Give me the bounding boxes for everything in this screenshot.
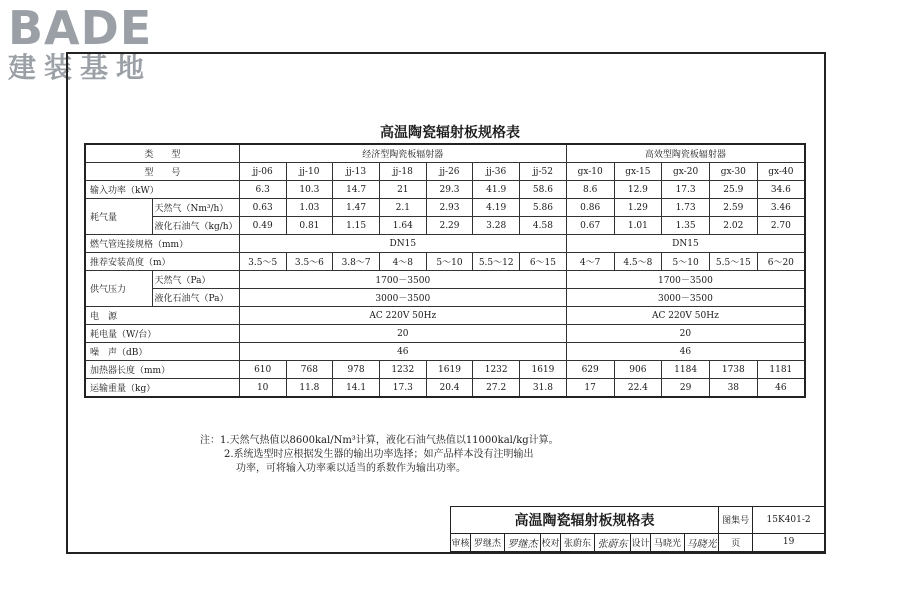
weight-11: 38 bbox=[709, 379, 757, 398]
model-8: gx-10 bbox=[566, 163, 614, 181]
electricity-high-efficiency: 20 bbox=[566, 325, 805, 343]
model-12: gx-40 bbox=[757, 163, 805, 181]
page-title: 高温陶瓷辐射板规格表 bbox=[380, 125, 520, 141]
row-ng-pressure bbox=[85, 271, 805, 289]
height-7: 6～15 bbox=[520, 253, 567, 271]
ng-pressure-high-efficiency: 1700－3500 bbox=[566, 271, 805, 289]
power-3: 14.7 bbox=[333, 181, 380, 199]
ng-consumption-12: 3.46 bbox=[757, 199, 805, 217]
lpg-consumption-11: 2.02 bbox=[709, 217, 757, 235]
model-4: jj-18 bbox=[379, 163, 426, 181]
row-lpg-pressure bbox=[85, 289, 805, 307]
designer-name: 马晓光 bbox=[651, 533, 685, 551]
row-power-source bbox=[85, 307, 805, 325]
lpg-consumption-10: 1.35 bbox=[662, 217, 710, 235]
length-12: 1181 bbox=[757, 361, 805, 379]
length-2: 768 bbox=[286, 361, 333, 379]
model-7: jj-52 bbox=[520, 163, 567, 181]
note-line-2: 2.系统选型时应根据发生器的输出功率选择；如产品样本没有注明输出 bbox=[224, 449, 534, 460]
titleblock-title: 高温陶瓷辐射板规格表 bbox=[451, 507, 719, 534]
power-label: 输入功率（kW） bbox=[85, 181, 239, 199]
ng-consumption-8: 0.86 bbox=[566, 199, 614, 217]
lpg-consumption-7: 4.58 bbox=[520, 217, 567, 235]
weight-12: 46 bbox=[757, 379, 805, 398]
check-label: 校对 bbox=[541, 533, 561, 551]
row-type bbox=[85, 144, 805, 163]
ng-consumption-5: 2.93 bbox=[426, 199, 473, 217]
electricity-economy: 20 bbox=[239, 325, 566, 343]
model-1: jj-06 bbox=[239, 163, 286, 181]
noise-high-efficiency: 46 bbox=[566, 343, 805, 361]
type-label: 类 型 bbox=[85, 144, 239, 163]
height-9: 4.5～8 bbox=[614, 253, 662, 271]
model-10: gx-20 bbox=[662, 163, 710, 181]
lpg-consumption-1: 0.49 bbox=[239, 217, 286, 235]
checker-name: 张蔚东 bbox=[561, 533, 595, 551]
row-length bbox=[85, 361, 805, 379]
ng-consumption-6: 4.19 bbox=[473, 199, 520, 217]
height-11: 5.5～15 bbox=[709, 253, 757, 271]
row-power bbox=[85, 181, 805, 199]
ng-pressure-economy: 1700－3500 bbox=[239, 271, 566, 289]
ng-pressure-label: 天然气（Pa） bbox=[152, 271, 239, 289]
height-3: 3.8～7 bbox=[333, 253, 380, 271]
note-line-3: 功率，可将输入功率乘以适当的系数作为输出功率。 bbox=[236, 463, 466, 474]
logo-main-text: BADE bbox=[8, 1, 153, 55]
designer-signature: 马晓光 bbox=[685, 533, 719, 551]
pipe-label: 燃气管连接规格（mm） bbox=[85, 235, 239, 253]
row-noise bbox=[85, 343, 805, 361]
weight-2: 11.8 bbox=[286, 379, 333, 398]
gas-consumption-label: 耗气量 bbox=[85, 199, 152, 235]
lpg-consumption-8: 0.67 bbox=[566, 217, 614, 235]
weight-1: 10 bbox=[239, 379, 286, 398]
weight-3: 14.1 bbox=[333, 379, 380, 398]
notes bbox=[200, 434, 559, 476]
lpg-consumption-9: 1.01 bbox=[614, 217, 662, 235]
ng-consumption-10: 1.73 bbox=[662, 199, 710, 217]
spec-table bbox=[84, 143, 806, 398]
row-pipe bbox=[85, 235, 805, 253]
length-9: 906 bbox=[614, 361, 662, 379]
ng-consumption-11: 2.59 bbox=[709, 199, 757, 217]
length-1: 610 bbox=[239, 361, 286, 379]
lpg-consumption-2: 0.81 bbox=[286, 217, 333, 235]
pipe-economy: DN15 bbox=[239, 235, 566, 253]
height-8: 4～7 bbox=[566, 253, 614, 271]
weight-8: 17 bbox=[566, 379, 614, 398]
length-label: 加热器长度（mm） bbox=[85, 361, 239, 379]
ng-consumption-2: 1.03 bbox=[286, 199, 333, 217]
power-5: 29.3 bbox=[426, 181, 473, 199]
lpg-pressure-label: 液化石油气（Pa） bbox=[152, 289, 239, 307]
group-high-efficiency: 高效型陶瓷板辐射器 bbox=[566, 144, 805, 163]
power-2: 10.3 bbox=[286, 181, 333, 199]
power-source-label: 电 源 bbox=[85, 307, 239, 325]
pressure-label: 供气压力 bbox=[85, 271, 152, 307]
length-11: 1738 bbox=[709, 361, 757, 379]
group-economy: 经济型陶瓷板辐射器 bbox=[239, 144, 566, 163]
row-ng-consumption bbox=[85, 199, 805, 217]
ng-consumption-1: 0.63 bbox=[239, 199, 286, 217]
height-6: 5.5～12 bbox=[473, 253, 520, 271]
power-12: 34.6 bbox=[757, 181, 805, 199]
length-6: 1232 bbox=[473, 361, 520, 379]
pipe-high-efficiency: DN15 bbox=[566, 235, 805, 253]
reviewer-signature: 罗继杰 bbox=[505, 533, 541, 551]
power-6: 41.9 bbox=[473, 181, 520, 199]
row-weight bbox=[85, 379, 805, 398]
row-electricity bbox=[85, 325, 805, 343]
lpg-consumption-3: 1.15 bbox=[333, 217, 380, 235]
model-9: gx-15 bbox=[614, 163, 662, 181]
lpg-pressure-high-efficiency: 3000－3500 bbox=[566, 289, 805, 307]
weight-9: 22.4 bbox=[614, 379, 662, 398]
ng-consumption-9: 1.29 bbox=[614, 199, 662, 217]
power-8: 8.6 bbox=[566, 181, 614, 199]
note-line-1: 注：1.天然气热值以8600kal/Nm³计算，液化石油气热值以11000kal/kg计算。 bbox=[200, 435, 559, 446]
checker-signature: 张蔚东 bbox=[595, 533, 631, 551]
ng-consumption-4: 2.1 bbox=[379, 199, 426, 217]
ng-consumption-3: 1.47 bbox=[333, 199, 380, 217]
power-4: 21 bbox=[379, 181, 426, 199]
height-10: 5～10 bbox=[662, 253, 710, 271]
power-source-economy: AC 220V 50Hz bbox=[239, 307, 566, 325]
lpg-consumption-5: 2.29 bbox=[426, 217, 473, 235]
weight-4: 17.3 bbox=[379, 379, 426, 398]
weight-5: 20.4 bbox=[426, 379, 473, 398]
height-12: 6～20 bbox=[757, 253, 805, 271]
model-5: jj-26 bbox=[426, 163, 473, 181]
model-6: jj-36 bbox=[473, 163, 520, 181]
model-3: jj-13 bbox=[333, 163, 380, 181]
row-lpg-consumption bbox=[85, 217, 805, 235]
height-5: 5～10 bbox=[426, 253, 473, 271]
height-1: 3.5～5 bbox=[239, 253, 286, 271]
lpg-consumption-4: 1.64 bbox=[379, 217, 426, 235]
reviewer-name: 罗继杰 bbox=[471, 533, 505, 551]
weight-7: 31.8 bbox=[520, 379, 567, 398]
electricity-label: 耗电量（W/台） bbox=[85, 325, 239, 343]
model-2: jj-10 bbox=[286, 163, 333, 181]
weight-6: 27.2 bbox=[473, 379, 520, 398]
length-5: 1619 bbox=[426, 361, 473, 379]
title-block bbox=[450, 506, 825, 552]
page-label: 页 bbox=[719, 533, 753, 551]
ng-consumption-7: 5.86 bbox=[520, 199, 567, 217]
height-4: 4～8 bbox=[379, 253, 426, 271]
height-2: 3.5～6 bbox=[286, 253, 333, 271]
lpg-consumption-6: 3.28 bbox=[473, 217, 520, 235]
length-7: 1619 bbox=[520, 361, 567, 379]
row-height bbox=[85, 253, 805, 271]
length-10: 1184 bbox=[662, 361, 710, 379]
power-1: 6.3 bbox=[239, 181, 286, 199]
weight-10: 29 bbox=[662, 379, 710, 398]
logo-sub-text: 建装基地 bbox=[8, 51, 153, 84]
power-9: 12.9 bbox=[614, 181, 662, 199]
ng-consumption-label: 天然气（Nm³/h） bbox=[152, 199, 239, 217]
row-model bbox=[85, 163, 805, 181]
page-number: 19 bbox=[753, 533, 825, 551]
power-10: 17.3 bbox=[662, 181, 710, 199]
review-label: 审核 bbox=[451, 533, 471, 551]
atlas-label: 图集号 bbox=[719, 507, 753, 534]
power-11: 25.9 bbox=[709, 181, 757, 199]
noise-economy: 46 bbox=[239, 343, 566, 361]
noise-label: 噪 声（dB） bbox=[85, 343, 239, 361]
lpg-pressure-economy: 3000－3500 bbox=[239, 289, 566, 307]
lpg-consumption-label: 液化石油气（kg/h） bbox=[152, 217, 239, 235]
length-8: 629 bbox=[566, 361, 614, 379]
power-source-high-efficiency: AC 220V 50Hz bbox=[566, 307, 805, 325]
lpg-consumption-12: 2.70 bbox=[757, 217, 805, 235]
design-label: 设计 bbox=[631, 533, 651, 551]
model-11: gx-30 bbox=[709, 163, 757, 181]
power-7: 58.6 bbox=[520, 181, 567, 199]
weight-label: 运输重量（kg） bbox=[85, 379, 239, 398]
length-4: 1232 bbox=[379, 361, 426, 379]
height-label: 推荐安装高度（m） bbox=[85, 253, 239, 271]
model-label: 型 号 bbox=[85, 163, 239, 181]
length-3: 978 bbox=[333, 361, 380, 379]
atlas-number: 15K401-2 bbox=[753, 507, 825, 534]
